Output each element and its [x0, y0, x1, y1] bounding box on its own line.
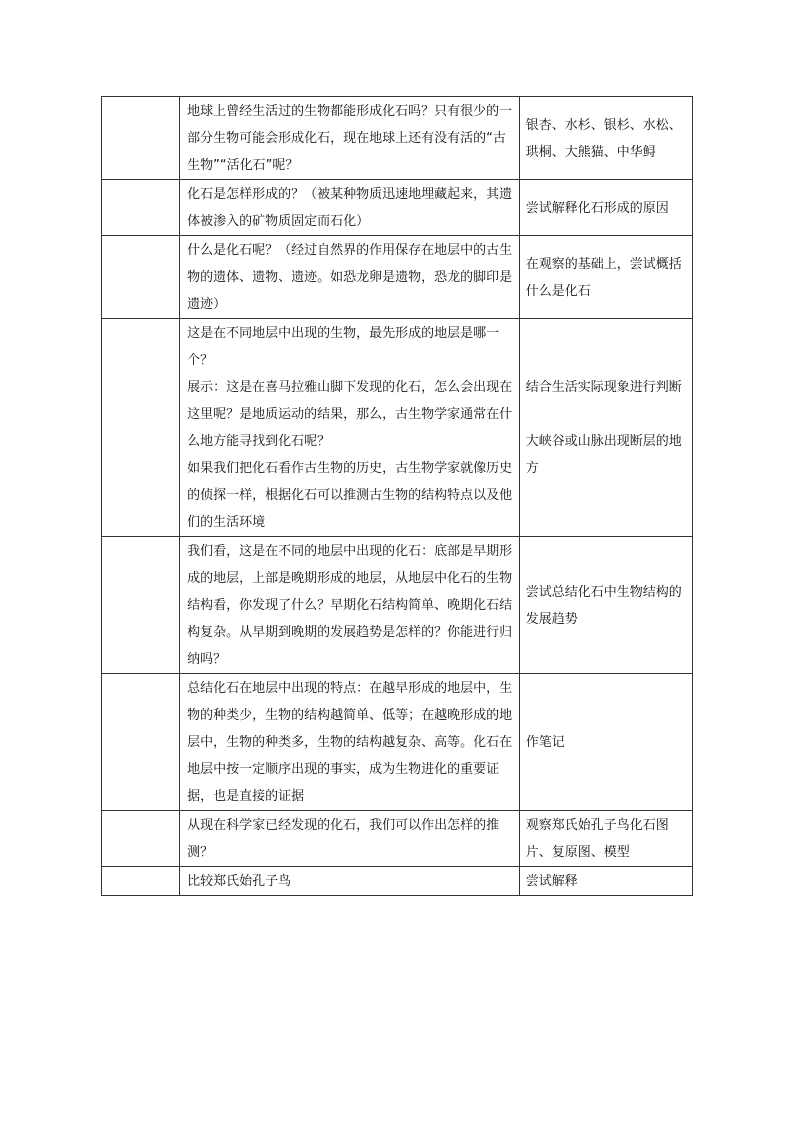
teacher-text: 展示：这是在喜马拉雅山脚下发现的化石，怎么会出现在这里呢？是地质运动的结果，那么，古生物学家通常在什么地方能寻找到化石呢？	[187, 380, 513, 449]
teacher-activity-cell	[180, 867, 520, 896]
blank-cell	[102, 97, 180, 180]
table-row	[102, 319, 693, 537]
teacher-text: 我们看，这是在不同的地层中出现的化石：底部是早期形成的地层，上部是晚期形成的地层，从地层中化石的生物结构看，你发现了什么？早期化石结构简单、晚期化石结构复杂。从早期到晚期的发展趋势是怎样的？你能进行归纳吗？	[187, 544, 513, 667]
student-activity-cell	[519, 867, 692, 896]
student-activity-cell	[519, 97, 692, 180]
table-row	[102, 811, 693, 867]
table-row	[102, 867, 693, 896]
blank-cell	[102, 674, 180, 811]
blank-cell	[102, 180, 180, 236]
lesson-plan-table	[101, 96, 693, 896]
student-text: 观察郑氏始孔子鸟化石图片、复原图、模型	[525, 818, 669, 860]
paragraph-gap	[526, 401, 688, 428]
teacher-activity-cell	[180, 97, 520, 180]
teacher-text: 如果我们把化石看作古生物的历史，古生物学家就像历史的侦探一样，根据化石可以推测古生物的结构特点以及他们的生活环境	[187, 461, 513, 530]
teacher-activity-cell	[180, 674, 520, 811]
student-text: 尝试解释	[525, 874, 578, 889]
teacher-text: 地球上曾经生活过的生物都能形成化石吗？只有很少的一部分生物可能会形成化石，现在地球上还有没有活的“古生物”“活化石”呢？	[187, 104, 513, 173]
student-text: 在观察的基础上，尝试概括什么是化石	[525, 256, 682, 299]
teacher-activity-cell	[180, 319, 520, 537]
student-text: 大峡谷或山脉出现断层的地方	[525, 434, 682, 476]
student-activity-cell	[519, 537, 692, 674]
blank-cell	[102, 319, 180, 537]
student-text: 尝试总结化石中生物结构的发展趋势	[525, 584, 682, 627]
student-activity-cell	[519, 180, 692, 236]
student-text: 结合生活实际现象进行判断	[525, 380, 682, 395]
teacher-activity-cell	[180, 180, 520, 236]
teacher-activity-cell	[180, 236, 520, 319]
blank-cell	[102, 236, 180, 319]
table-row	[102, 674, 693, 811]
teacher-text: 比较郑氏始孔子鸟	[187, 874, 292, 889]
table-row	[102, 537, 693, 674]
student-activity-cell	[519, 674, 692, 811]
student-text: 尝试解释化石形成的原因	[525, 200, 669, 216]
blank-cell	[102, 811, 180, 867]
teacher-text: 化石是怎样形成的？（被某种物质迅速地埋藏起来，其遗体被渗入的矿物质固定而石化）	[187, 187, 513, 229]
student-activity-cell	[519, 811, 692, 867]
teacher-activity-cell	[180, 811, 520, 867]
student-text: 作笔记	[525, 735, 565, 750]
student-activity-cell	[519, 236, 692, 319]
teacher-activity-cell	[180, 537, 520, 674]
teacher-text: 什么是化石呢？（经过自然界的作用保存在地层中的古生物的遗体、遗物、遗迹。如恐龙卵是遗物，恐龙的脚印是遗迹）	[187, 243, 513, 312]
teacher-text: 这是在不同地层中出现的生物，最先形成的地层是哪一个？	[187, 326, 500, 368]
teacher-text: 总结化石在地层中出现的特点：在越早形成的地层中，生物的种类少，生物的结构越简单、低等；在越晚形成的地层中，生物的种类多，生物的结构越复杂、高等。化石在地层中按一定顺序出现的事实，成为生物进化的重要证据，也是直接的证据	[187, 681, 513, 804]
teacher-text: 从现在科学家已经发现的化石，我们可以作出怎样的推测？	[187, 818, 500, 860]
blank-cell	[102, 537, 180, 674]
table-row	[102, 236, 693, 319]
blank-cell	[102, 867, 180, 896]
table-row	[102, 180, 693, 236]
table-row	[102, 97, 693, 180]
student-activity-cell	[519, 319, 692, 537]
student-text: 银杏、水杉、银杉、水松、珙桐、大熊猫、中华鲟	[525, 117, 682, 160]
